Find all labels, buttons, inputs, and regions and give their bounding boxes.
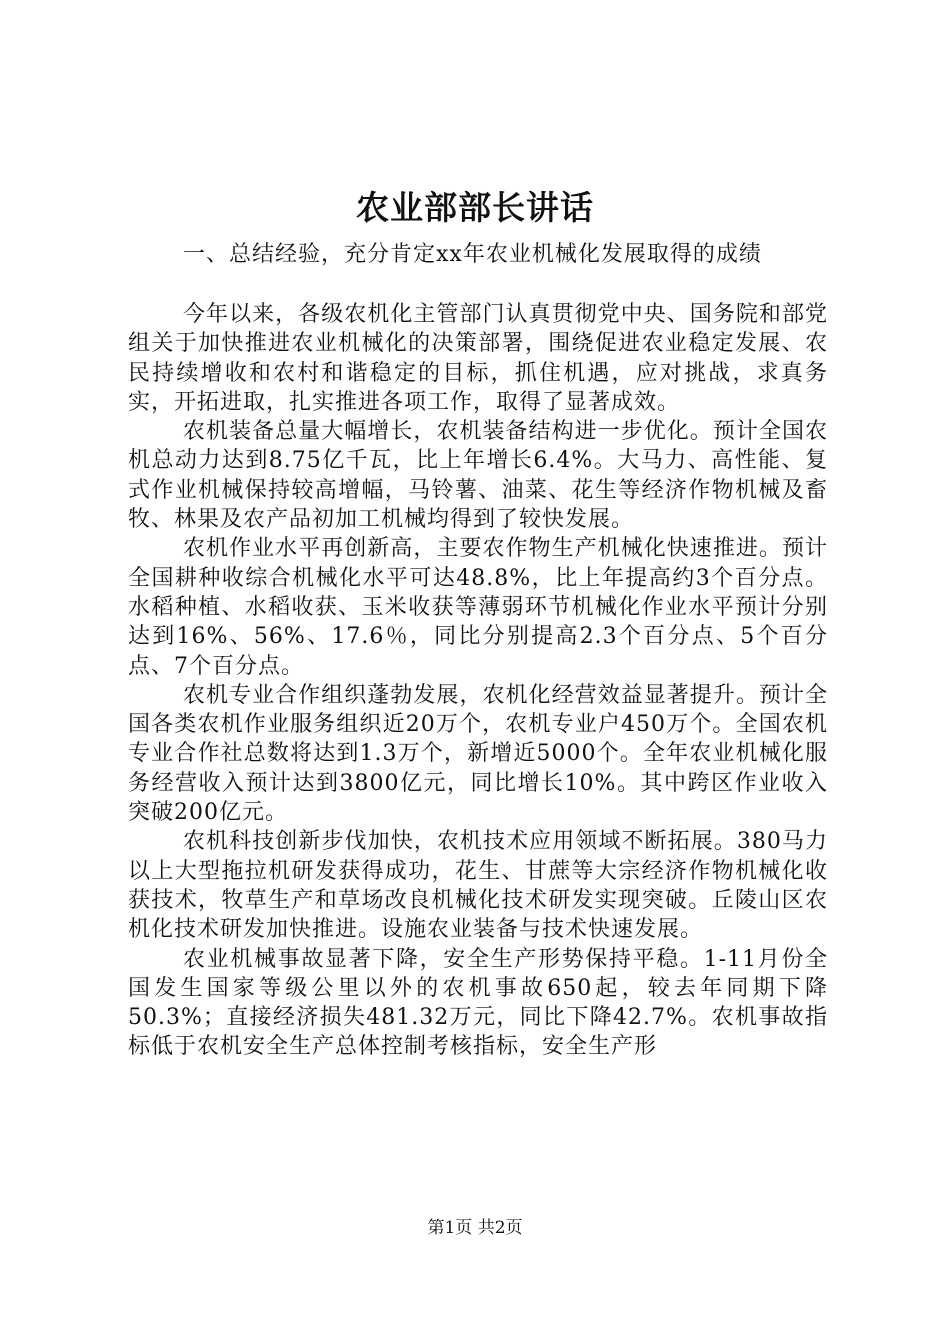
section-heading: 一、总结经验，充分肯定xx年农业机械化发展取得的成绩: [183, 242, 762, 267]
document-body: [128, 300, 828, 1062]
paragraph-cooperatives: 农机专业合作组织蓬勃发展，农机化经营效益显著提升。预计全国各类农机作业服务组织近20万个，农机专业户450万个。全国农机专业合作社总数将达到1.3万个，新增近5000个。全年农业机械化服务经营收入预计达到3800亿元，同比增长10%。其中跨区作业收入突破200亿元。: [128, 682, 828, 826]
paragraph-operation-level: 农机作业水平再创新高，主要农作物生产机械化快速推进。预计全国耕种收综合机械化水平可达48.8%，比上年提高约3个百分点。水稻种植、水稻收获、玉米收获等薄弱环节机械化作业水平预计分别达到16%、56%、17.6％，同比分别提高2.3个百分点、5个百分点、7个百分点。: [128, 536, 828, 679]
paragraph-safety: 农业机械事故显著下降，安全生产形势保持平稳。1-11月份全国发生国家等级公里以外的农机事故650起，较去年同期下降50.3%；直接经济损失481.32万元，同比下降42.7%。农机事故指标低于农机安全生产总体控制考核指标，安全生产形: [128, 946, 828, 1060]
document-title: 农业部部长讲话: [356, 188, 594, 227]
page-footer: 第1页 共2页: [427, 1218, 523, 1238]
paragraph-equipment: 农机装备总量大幅增长，农机装备结构进一步优化。预计全国农机总动力达到8.75亿千瓦，比上年增长6.4%。大马力、高性能、复式作业机械保持较高增幅，马铃薯、油菜、花生等经济作物机械及畜牧、林果及农产品初加工机械均得到了较快发展。: [128, 419, 828, 533]
paragraph-innovation: 农机科技创新步伐加快，农机技术应用领域不断拓展。380马力以上大型拖拉机研发获得成功，花生、甘蔗等大宗经济作物机械化收获技术，牧草生产和草场改良机械化技术研发实现突破。丘陵山区农机化技术研发加快推进。设施农业装备与技术快速发展。: [128, 829, 828, 943]
paragraph-intro: 今年以来，各级农机化主管部门认真贯彻党中央、国务院和部党组关于加快推进农业机械化的决策部署，围绕促进农业稳定发展、农民持续增收和农村和谐稳定的目标，抓住机遇，应对挑战，求真务实，开拓进取，扎实推进各项工作，取得了显著成效。: [128, 302, 828, 415]
